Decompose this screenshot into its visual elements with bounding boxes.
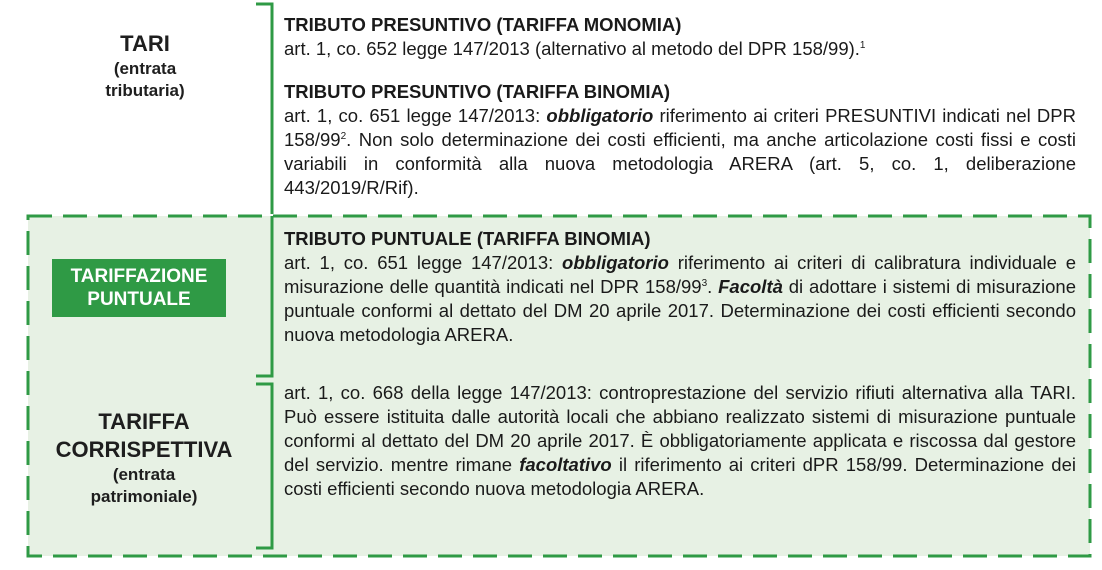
tari-bracket: [256, 4, 272, 214]
block-heading: TRIBUTO PRESUNTIVO (TARIFFA MONOMIA): [284, 14, 682, 35]
footnote-ref: 2: [340, 130, 347, 142]
corrisp-subtitle-1: (entrata: [112, 465, 176, 484]
corrisp-title-2: CORRISPETTIVA: [55, 437, 233, 462]
text-run: art. 1, co. 651 legge 147/2013:: [284, 252, 563, 273]
corrisp-subtitle-2: patrimoniale): [90, 487, 198, 506]
corrisp-title-1: TARIFFA: [98, 409, 190, 434]
text-run: art. 1, co. 668 della legge 147/2013: controprestazione del servizio rifiuti alternativa alla TARI. Può essere istituita dalle autorità locali che abbiano realizzato sistemi di misurazione puntuale conformi al dettato del DM 20 aprile 2017. È obbligatoriamente applicata e riscossa dal gestore del servizio. mentre rimane: [284, 382, 1076, 475]
text-run: di adottare i sistemi di misurazione puntuale conformi al dettato del DM 20 aprile 2017. Determinazione dei costi efficienti secondo nuova metodologia ARERA.: [284, 276, 1076, 345]
tari-subtitle-1: (entrata: [113, 59, 177, 78]
block-tariffa-corrispettiva: [284, 381, 1076, 501]
text-run: . Non solo determinazione dei costi efficienti, ma anche articolazione costi fissi e costi variabili in conformità alla nuova metodologia ARERA (art. 5, co. 1, deliberazione 443/2019/R/Rif).: [284, 129, 1076, 198]
puntuale-badge-line-1: TARIFFAZIONE: [70, 266, 208, 287]
puntuale-badge-line-2: PUNTUALE: [87, 289, 191, 310]
block-heading: TRIBUTO PUNTUALE (TARIFFA BINOMIA): [284, 228, 651, 249]
emphasis: Facoltà: [718, 276, 783, 297]
block-text: [284, 251, 1076, 347]
text-run: riferimento ai criteri di calibratura individuale e misurazione delle quantità indicati nel DPR 158/99: [284, 252, 1076, 297]
tari-bracket-lower: [256, 216, 272, 376]
block-text: [284, 104, 1076, 200]
text-run: art. 1, co. 652 legge 147/2013 (alternativo al metodo del DPR 158/99).: [284, 38, 860, 59]
block-tariffa-monomia: [284, 13, 1076, 61]
text-run: art. 1, co. 651 legge 147/2013:: [284, 105, 547, 126]
text-run: il riferimento ai criteri dPR 158/99. Determinazione dei costi efficienti secondo nuova metodologia ARERA.: [284, 454, 1076, 499]
emphasis: facoltativo: [519, 454, 612, 475]
tariffazione-puntuale-badge: [52, 259, 226, 317]
footnote-ref: 3: [701, 277, 708, 289]
block-text: [284, 381, 1076, 501]
emphasis: obbligatorio: [562, 252, 669, 273]
tari-title: TARI: [120, 31, 170, 56]
block-text: [284, 37, 1076, 61]
corrisp-bracket: [256, 384, 272, 548]
block-tributo-puntuale: [284, 227, 1076, 347]
tariffa-corrispettiva-label: [38, 408, 250, 508]
text-run: .: [707, 276, 719, 297]
block-tariffa-binomia: [284, 80, 1076, 200]
emphasis: obbligatorio: [546, 105, 654, 126]
tari-subtitle-2: tributaria): [105, 81, 185, 100]
block-heading: TRIBUTO PRESUNTIVO (TARIFFA BINOMIA): [284, 81, 671, 102]
text-run: riferimento ai criteri PRESUNTIVI indicati nel DPR 158/99: [284, 105, 1076, 150]
footnote-ref: 1: [859, 39, 866, 51]
tari-label: [50, 30, 240, 102]
